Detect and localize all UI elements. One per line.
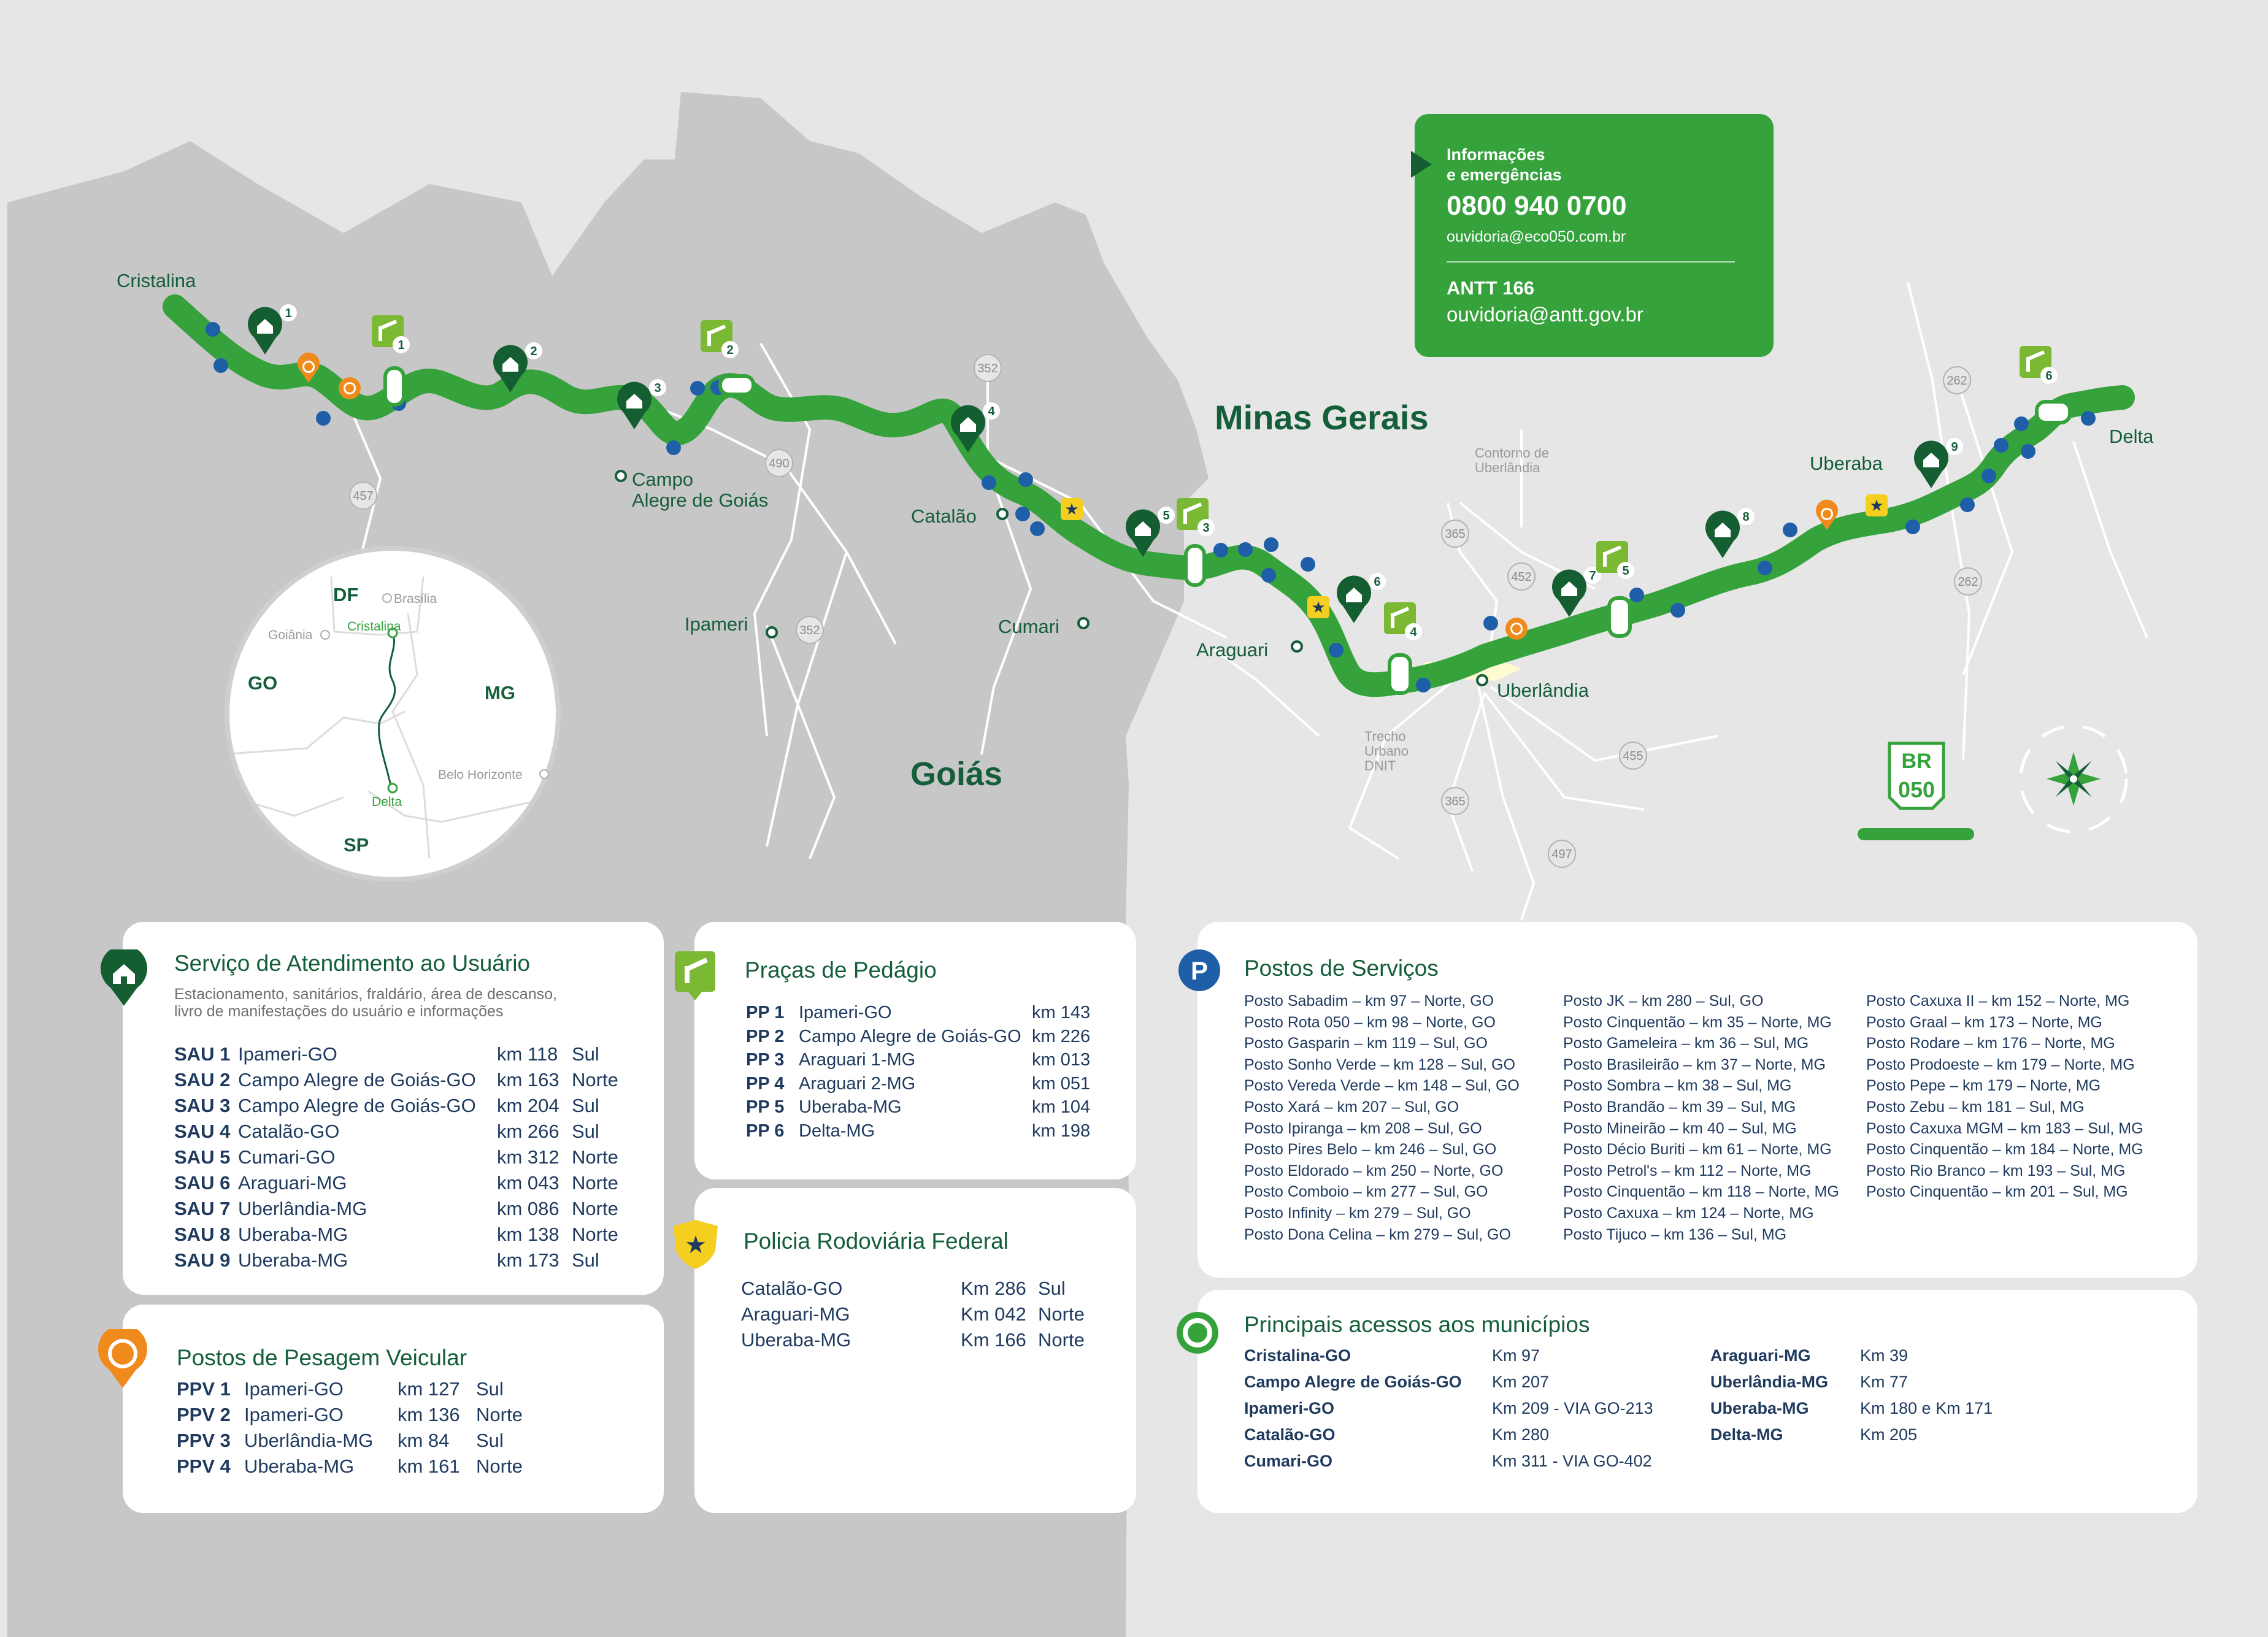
antt-email-link[interactable]: ouvidoria@antt.gov.br: [1447, 303, 1643, 326]
sau-name: Araguari-MG: [238, 1172, 347, 1194]
shield-label: 365: [1445, 795, 1466, 808]
pp-title: Praças de Pedágio: [745, 957, 937, 983]
access-km: Km 280: [1492, 1425, 1550, 1444]
sau-code: SAU 2: [174, 1069, 231, 1091]
svg-text:BR: BR: [1901, 749, 1932, 773]
svg-text:★: ★: [685, 1231, 707, 1259]
ppv-direction: Norte: [476, 1404, 523, 1425]
access-city: Campo Alegre de Goiás-GO: [1244, 1373, 1462, 1391]
posto-item: Posto Ipiranga – km 208 – Sul, GO: [1244, 1119, 1482, 1137]
sau-row: [174, 1068, 640, 1092]
sau-code: SAU 1: [174, 1043, 231, 1065]
prf-km: Km 286: [961, 1278, 1026, 1299]
sau-row: [174, 1042, 640, 1067]
prf-km: Km 042: [961, 1303, 1026, 1325]
access-km: Km 311 - VIA GO-402: [1492, 1452, 1652, 1470]
ppv-card: [123, 1305, 664, 1513]
svg-text:5: 5: [1622, 564, 1629, 578]
sau-row: [174, 1197, 640, 1221]
contorno-label-2: Uberlândia: [1475, 460, 1540, 475]
svg-text:6: 6: [1374, 575, 1381, 589]
pp-row: [746, 1072, 1126, 1096]
sau-name: Catalão-GO: [238, 1121, 340, 1142]
sau-row: [174, 1094, 640, 1118]
info-panel: [1415, 114, 1774, 357]
svg-text:1: 1: [398, 339, 405, 352]
svg-text:2: 2: [726, 343, 734, 357]
email-link[interactable]: ouvidoria@eco050.com.br: [1447, 228, 1626, 245]
posto-item: Posto Cinquentão – km 118 – Norte, MG: [1563, 1183, 1839, 1201]
sau-subtitle: Estacionamento, sanitários, fraldário, área de descanso, livro de manifestações do usuário e informações: [174, 986, 557, 1020]
ppv-code: PPV 1: [177, 1378, 231, 1400]
access-city: Cristalina-GO: [1244, 1346, 1351, 1365]
svg-text:3: 3: [654, 381, 661, 395]
city-ipameri: Ipameri: [685, 613, 748, 635]
sau-km: km 204: [497, 1095, 559, 1116]
svg-text:P: P: [1190, 956, 1209, 985]
ppv-row: [177, 1377, 606, 1401]
city-delta: Delta: [2109, 426, 2154, 447]
posto-item: Posto JK – km 280 – Sul, GO: [1563, 992, 1764, 1010]
police-star-icon: [674, 1220, 718, 1272]
sau-km: km 266: [497, 1121, 559, 1142]
ppv-code: PPV 3: [177, 1430, 231, 1451]
svg-text:6: 6: [2045, 369, 2053, 383]
info-tab-icon: [1411, 151, 1432, 178]
inset-sp: SP: [344, 834, 369, 856]
inset-cristalina: Cristalina: [347, 619, 401, 634]
posto-item: Posto Zebu – km 181 – Sul, MG: [1866, 1098, 2085, 1116]
acessos-right-km: [1860, 1343, 1993, 1448]
ppv-km: km 84: [398, 1430, 450, 1451]
posto-item: Posto Comboio – km 277 – Sul, GO: [1244, 1183, 1488, 1201]
posto-item: Posto Rio Branco – km 193 – Sul, MG: [1866, 1162, 2126, 1179]
region-minas-gerais: Minas Gerais: [1215, 398, 1429, 437]
svg-text:050: 050: [1897, 777, 1935, 802]
sau-km: km 043: [497, 1172, 559, 1194]
pp-row: [746, 1119, 1126, 1143]
posto-item: Posto Xará – km 207 – Sul, GO: [1244, 1098, 1459, 1116]
pp-name: Campo Alegre de Goiás-GO: [799, 1026, 1021, 1046]
posto-item: Posto Infinity – km 279 – Sul, GO: [1244, 1204, 1471, 1222]
trecho-label-1: Trecho: [1364, 729, 1406, 744]
posto-item: Posto Caxuxa – km 124 – Norte, MG: [1563, 1204, 1814, 1222]
ppv-name: Ipameri-GO: [244, 1378, 344, 1400]
ppv-direction: Sul: [476, 1430, 504, 1451]
pp-card: [694, 922, 1136, 1179]
sau-title: Serviço de Atendimento ao Usuário: [174, 951, 531, 976]
pp-code: PP 2: [746, 1026, 785, 1046]
acessos-left-names: [1244, 1343, 1462, 1474]
sau-direction: Norte: [572, 1224, 618, 1245]
shield-label: 352: [977, 362, 998, 375]
pp-row: [746, 1024, 1126, 1049]
pp-km: km 104: [1032, 1097, 1091, 1117]
access-city: Araguari-MG: [1710, 1346, 1811, 1365]
prf-direction: Norte: [1038, 1303, 1085, 1325]
region-goias: Goiás: [910, 756, 1003, 792]
sau-row: [174, 1119, 640, 1144]
pp-code: PP 1: [746, 1003, 785, 1022]
svg-text:3: 3: [1202, 521, 1210, 535]
shield-label: 352: [799, 624, 820, 637]
ppv-name: Uberlândia-MG: [244, 1430, 374, 1451]
sau-km: km 163: [497, 1069, 559, 1091]
sau-km: km 086: [497, 1198, 559, 1219]
pp-km: km 051: [1032, 1073, 1091, 1094]
pp-row: [746, 1095, 1126, 1119]
ppv-name: Uberaba-MG: [244, 1455, 355, 1477]
sau-code: SAU 8: [174, 1224, 231, 1245]
ppv-row: [177, 1428, 606, 1453]
posto-item: Posto Gameleira – km 36 – Sul, MG: [1563, 1035, 1809, 1052]
sau-code: SAU 6: [174, 1172, 231, 1194]
city-cumari: Cumari: [998, 616, 1059, 637]
posto-item: Posto Rodare – km 176 – Norte, MG: [1866, 1035, 2115, 1052]
access-km: Km 207: [1492, 1373, 1550, 1391]
acessos-right-names: [1710, 1343, 1828, 1448]
posto-item: Posto Gasparin – km 119 – Sul, GO: [1244, 1035, 1488, 1052]
posto-item: Posto Pires Belo – km 246 – Sul, GO: [1244, 1141, 1497, 1159]
prf-row: [741, 1302, 1121, 1327]
sau-direction: Norte: [572, 1069, 618, 1091]
shield-label: 262: [1947, 374, 1967, 388]
city-campo-alegre-2: Alegre de Goiás: [632, 489, 769, 511]
sau-km: km 118: [497, 1043, 558, 1065]
ppv-title: Postos de Pesagem Veicular: [177, 1345, 467, 1370]
ppv-name: Ipameri-GO: [244, 1404, 344, 1425]
ppv-row: [177, 1454, 606, 1479]
inset-belo-horizonte: Belo Horizonte: [438, 768, 523, 782]
posto-item: Posto Cinquentão – km 35 – Norte, MG: [1563, 1013, 1832, 1031]
inset-df: DF: [333, 584, 359, 605]
prf-row: [741, 1328, 1121, 1352]
acessos-left-km: [1492, 1343, 1653, 1474]
pp-code: PP 5: [746, 1097, 785, 1117]
posto-item: Posto Sabadim – km 97 – Norte, GO: [1244, 992, 1494, 1010]
access-city: Delta-MG: [1710, 1425, 1783, 1444]
access-km: Km 39: [1860, 1346, 1909, 1365]
sau-name: Campo Alegre de Goiás-GO: [238, 1095, 476, 1116]
prf-name: Uberaba-MG: [741, 1329, 851, 1351]
posto-item: Posto Mineirão – km 40 – Sul, MG: [1563, 1119, 1797, 1137]
svg-text:★: ★: [1064, 500, 1079, 519]
prf-name: Araguari-MG: [741, 1303, 850, 1325]
sau-card: [123, 922, 664, 1295]
postos-column-1: [1244, 991, 1520, 1245]
inset-delta: Delta: [372, 795, 402, 809]
posto-item: Posto Brasileirão – km 37 – Norte, MG: [1563, 1056, 1826, 1073]
access-icon: [1175, 1311, 1220, 1358]
inset-brasilia: Brasília: [394, 592, 437, 606]
posto-item: Posto Petrol's – km 112 – Norte, MG: [1563, 1162, 1812, 1179]
access-km: Km 77: [1860, 1373, 1909, 1391]
svg-text:1: 1: [285, 307, 292, 320]
city-uberlandia: Uberlândia: [1497, 680, 1589, 701]
ppv-km: km 127: [398, 1378, 460, 1400]
svg-text:8: 8: [1742, 510, 1750, 524]
pp-km: km 143: [1032, 1003, 1091, 1022]
pp-row: [746, 1048, 1126, 1072]
pp-code: PP 6: [746, 1121, 785, 1141]
info-divider: [1447, 261, 1735, 263]
posto-item: Posto Caxuxa II – km 152 – Norte, MG: [1866, 992, 2130, 1010]
phone-number[interactable]: 0800 940 0700: [1447, 191, 1627, 221]
svg-text:4: 4: [1410, 626, 1417, 639]
sau-direction: Norte: [572, 1146, 618, 1168]
pp-name: Araguari 2-MG: [799, 1073, 916, 1094]
sau-direction: Norte: [572, 1198, 618, 1219]
pp-name: Delta-MG: [799, 1121, 875, 1141]
pp-name: Uberaba-MG: [799, 1097, 902, 1117]
sau-name: Uberaba-MG: [238, 1224, 348, 1245]
toll-gate-icon: [675, 951, 715, 1003]
inset-go: GO: [248, 672, 278, 694]
ppv-direction: Sul: [476, 1378, 504, 1400]
access-km: Km 209 - VIA GO-213: [1492, 1399, 1653, 1417]
sau-code: SAU 5: [174, 1146, 231, 1168]
sau-name: Uberlândia-MG: [238, 1198, 367, 1219]
contorno-label-1: Contorno de: [1475, 445, 1550, 461]
sau-row: [174, 1145, 640, 1170]
posto-item: Posto Dona Celina – km 279 – Sul, GO: [1244, 1225, 1511, 1243]
weigh-station-icon: [97, 1329, 148, 1391]
trecho-label-3: DNIT: [1364, 758, 1396, 773]
shield-label: 452: [1511, 570, 1532, 584]
posto-item: Posto Vereda Verde – km 148 – Sul, GO: [1244, 1077, 1520, 1095]
posto-item: Posto Décio Buriti – km 61 – Norte, MG: [1563, 1141, 1832, 1159]
shield-label: 490: [769, 457, 790, 470]
posto-item: Posto Rota 050 – km 98 – Norte, GO: [1244, 1013, 1496, 1031]
sau-name: Cumari-GO: [238, 1146, 336, 1168]
postos-title: Postos de Serviços: [1244, 956, 1439, 981]
access-city: Uberlândia-MG: [1710, 1373, 1829, 1391]
ppv-km: km 161: [398, 1455, 460, 1477]
shield-label: 457: [353, 489, 374, 503]
pp-km: km 013: [1032, 1050, 1091, 1070]
sau-km: km 138: [497, 1224, 559, 1245]
sau-code: SAU 4: [174, 1121, 231, 1142]
access-city: Catalão-GO: [1244, 1425, 1336, 1444]
prf-card: [685, 1188, 1136, 1513]
postos-column-3: [1866, 991, 2143, 1203]
posto-item: Posto Brandão – km 39 – Sul, MG: [1563, 1098, 1796, 1116]
pp-km: km 226: [1032, 1026, 1091, 1046]
sau-name: Campo Alegre de Goiás-GO: [238, 1069, 476, 1091]
city-cristalina: Cristalina: [117, 270, 196, 291]
inset-goiania: Goiânia: [268, 628, 313, 642]
svg-text:5: 5: [1163, 509, 1170, 523]
posto-item: Posto Tijuco – km 136 – Sul, MG: [1563, 1225, 1787, 1243]
posto-item: Posto Cinquentão – km 201 – Sul, MG: [1866, 1183, 2128, 1201]
sau-direction: Norte: [572, 1172, 618, 1194]
ppv-code: PPV 2: [177, 1404, 231, 1425]
city-catalao: Catalão: [911, 505, 977, 527]
svg-text:9: 9: [1951, 440, 1958, 454]
sau-direction: Sul: [572, 1121, 599, 1142]
sau-direction: Sul: [572, 1095, 599, 1116]
pp-row: [746, 1000, 1126, 1025]
sau-km: km 173: [497, 1249, 559, 1271]
house-icon: [99, 949, 148, 1009]
svg-text:4: 4: [988, 405, 995, 418]
posto-item: Posto Sombra – km 38 – Sul, MG: [1563, 1077, 1792, 1095]
ppv-km: km 136: [398, 1404, 460, 1425]
sau-direction: Sul: [572, 1249, 599, 1271]
sau-name: Ipameri-GO: [238, 1043, 337, 1065]
posto-item: Posto Pepe – km 179 – Norte, MG: [1866, 1077, 2101, 1095]
pp-name: Araguari 1-MG: [799, 1050, 916, 1070]
sau-km: km 312: [497, 1146, 559, 1168]
ppv-code: PPV 4: [177, 1455, 231, 1477]
city-uberaba: Uberaba: [1810, 453, 1883, 474]
pp-km: km 198: [1032, 1121, 1091, 1141]
acessos-title: Principais acessos aos municípios: [1244, 1312, 1590, 1337]
city-campo-alegre-1: Campo: [632, 469, 693, 490]
posto-item: Posto Caxuxa MGM – km 183 – Sul, MG: [1866, 1119, 2143, 1137]
pp-name: Ipameri-GO: [799, 1003, 892, 1022]
info-title: Informações e emergências: [1447, 145, 1562, 184]
shield-label: 455: [1623, 749, 1643, 763]
city-araguari: Araguari: [1196, 639, 1269, 661]
svg-text:7: 7: [1589, 569, 1596, 583]
svg-text:★: ★: [1311, 599, 1326, 617]
shield-label: 497: [1551, 848, 1572, 861]
posto-item: Posto Cinquentão – km 184 – Norte, MG: [1866, 1141, 2143, 1159]
antt-number[interactable]: ANTT 166: [1447, 277, 1534, 299]
pp-code: PP 4: [746, 1073, 785, 1094]
acessos-card: [1197, 1290, 2197, 1513]
access-city: Cumari-GO: [1244, 1452, 1333, 1470]
pp-code: PP 3: [746, 1050, 785, 1070]
trecho-label-2: Urbano: [1364, 743, 1409, 759]
parking-icon: [1178, 949, 1221, 995]
access-km: Km 180 e Km 171: [1860, 1399, 1993, 1417]
prf-direction: Sul: [1038, 1278, 1066, 1299]
sau-row: [174, 1248, 640, 1273]
inset-mg: MG: [485, 682, 515, 703]
prf-title: Policia Rodoviária Federal: [744, 1229, 1009, 1254]
access-km: Km 97: [1492, 1346, 1540, 1365]
posto-item: Posto Prodoeste – km 179 – Norte, MG: [1866, 1056, 2135, 1073]
sau-code: SAU 7: [174, 1198, 231, 1219]
prf-row: [741, 1276, 1121, 1301]
svg-text:2: 2: [530, 345, 537, 358]
postos-card: [1190, 922, 2197, 1278]
shield-label: 365: [1445, 527, 1466, 541]
posto-item: Posto Sonho Verde – km 128 – Sul, GO: [1244, 1056, 1515, 1073]
svg-text:★: ★: [1869, 497, 1884, 515]
sau-code: SAU 3: [174, 1095, 231, 1116]
access-city: Ipameri-GO: [1244, 1399, 1335, 1417]
access-city: Uberaba-MG: [1710, 1399, 1809, 1417]
sau-code: SAU 9: [174, 1249, 231, 1271]
sau-row: [174, 1171, 640, 1195]
sau-direction: Sul: [572, 1043, 599, 1065]
access-km: Km 205: [1860, 1425, 1918, 1444]
ppv-row: [177, 1403, 606, 1427]
prf-direction: Norte: [1038, 1329, 1085, 1351]
posto-item: Posto Eldorado – km 250 – Norte, GO: [1244, 1162, 1504, 1179]
sau-name: Uberaba-MG: [238, 1249, 348, 1271]
sau-row: [174, 1222, 640, 1247]
shield-label: 262: [1958, 575, 1978, 589]
ppv-direction: Norte: [476, 1455, 523, 1477]
posto-item: Posto Graal – km 173 – Norte, MG: [1866, 1013, 2102, 1031]
prf-km: Km 166: [961, 1329, 1026, 1351]
postos-column-2: [1563, 991, 1839, 1245]
prf-name: Catalão-GO: [741, 1278, 843, 1299]
